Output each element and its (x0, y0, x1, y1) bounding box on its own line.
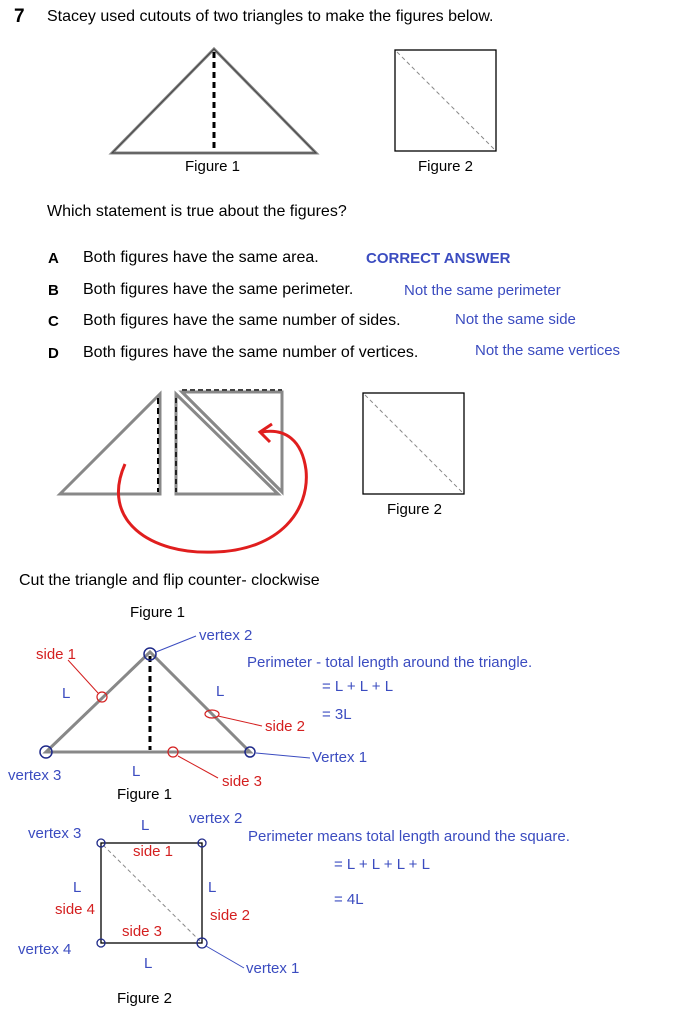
triangle-caption: Figure 1 (117, 786, 173, 803)
rotation-arrowhead (260, 424, 272, 442)
triangle-vertex2-label: vertex 2 (199, 627, 253, 644)
figure1-caption: Figure 1 (185, 158, 241, 175)
cut-triangle-left-half (60, 394, 160, 494)
triangle-perimeter-sum: = L + L + L (322, 678, 394, 695)
figure2-caption: Figure 2 (418, 158, 474, 175)
triangle-side2-label: side 2 (265, 718, 306, 735)
triangle-side3-label: side 3 (222, 773, 263, 790)
option-note: Not the same side (455, 311, 576, 328)
cut-figure2-caption: Figure 2 (387, 501, 443, 518)
square-side2-label: side 2 (210, 907, 251, 924)
option-letter: A (48, 250, 59, 267)
square-vertex2-label: vertex 2 (189, 810, 243, 827)
square-length-bottom: L (144, 955, 153, 972)
triangle-length-left: L (62, 685, 71, 702)
triangle-title: Figure 1 (130, 604, 186, 621)
question-number: 7 (14, 6, 25, 27)
figure1-triangle (112, 49, 316, 153)
figure2-square (395, 50, 496, 151)
cut-flip-note: Cut the triangle and flip counter- clockwise (19, 572, 320, 589)
square-side1-label: side 1 (133, 843, 174, 860)
square-side4-label: side 4 (55, 901, 96, 918)
square-vertex4-label: vertex 4 (18, 941, 72, 958)
square-length-right: L (208, 879, 217, 896)
square-vertex3-label: vertex 3 (28, 825, 82, 842)
square-perimeter-definition: Perimeter means total length around the square. (248, 828, 570, 845)
option-letter: B (48, 282, 59, 299)
triangle-vertex3-label: vertex 3 (8, 767, 62, 784)
square-perimeter-result: = 4L (334, 891, 364, 908)
square-side3-label: side 3 (122, 923, 163, 940)
question-text: Stacey used cutouts of two triangles to make the figures below. (47, 8, 494, 25)
triangle-perimeter-result: = 3L (322, 706, 352, 723)
square-length-left: L (73, 879, 82, 896)
triangle-length-right: L (216, 683, 225, 700)
rotation-arrow (118, 431, 306, 552)
option-note: Not the same perimeter (404, 282, 561, 299)
option-letter: D (48, 345, 59, 362)
option-note: Not the same vertices (475, 342, 621, 359)
cut-triangle-right-half (176, 394, 278, 494)
triangle-length-bottom: L (132, 763, 141, 780)
triangle-side1-label: side 1 (36, 646, 77, 663)
option-letter: C (48, 313, 59, 330)
square-caption: Figure 2 (117, 990, 173, 1007)
figure2-square-second (363, 393, 464, 494)
option-text: Both figures have the same area. (83, 249, 319, 266)
square-perimeter-sum: = L + L + L + L (334, 856, 430, 873)
square-length-top: L (141, 817, 150, 834)
square-vertex1-label: vertex 1 (246, 960, 300, 977)
triangle-perimeter-definition: Perimeter - total length around the triangle. (247, 654, 533, 671)
option-text: Both figures have the same number of sides. (83, 312, 401, 329)
triangle-vertex1-label: Vertex 1 (312, 749, 368, 766)
option-text: Both figures have the same perimeter. (83, 281, 354, 298)
question-prompt: Which statement is true about the figures? (47, 203, 347, 220)
correct-answer-note: CORRECT ANSWER (366, 250, 511, 267)
option-text: Both figures have the same number of vertices. (83, 344, 419, 361)
